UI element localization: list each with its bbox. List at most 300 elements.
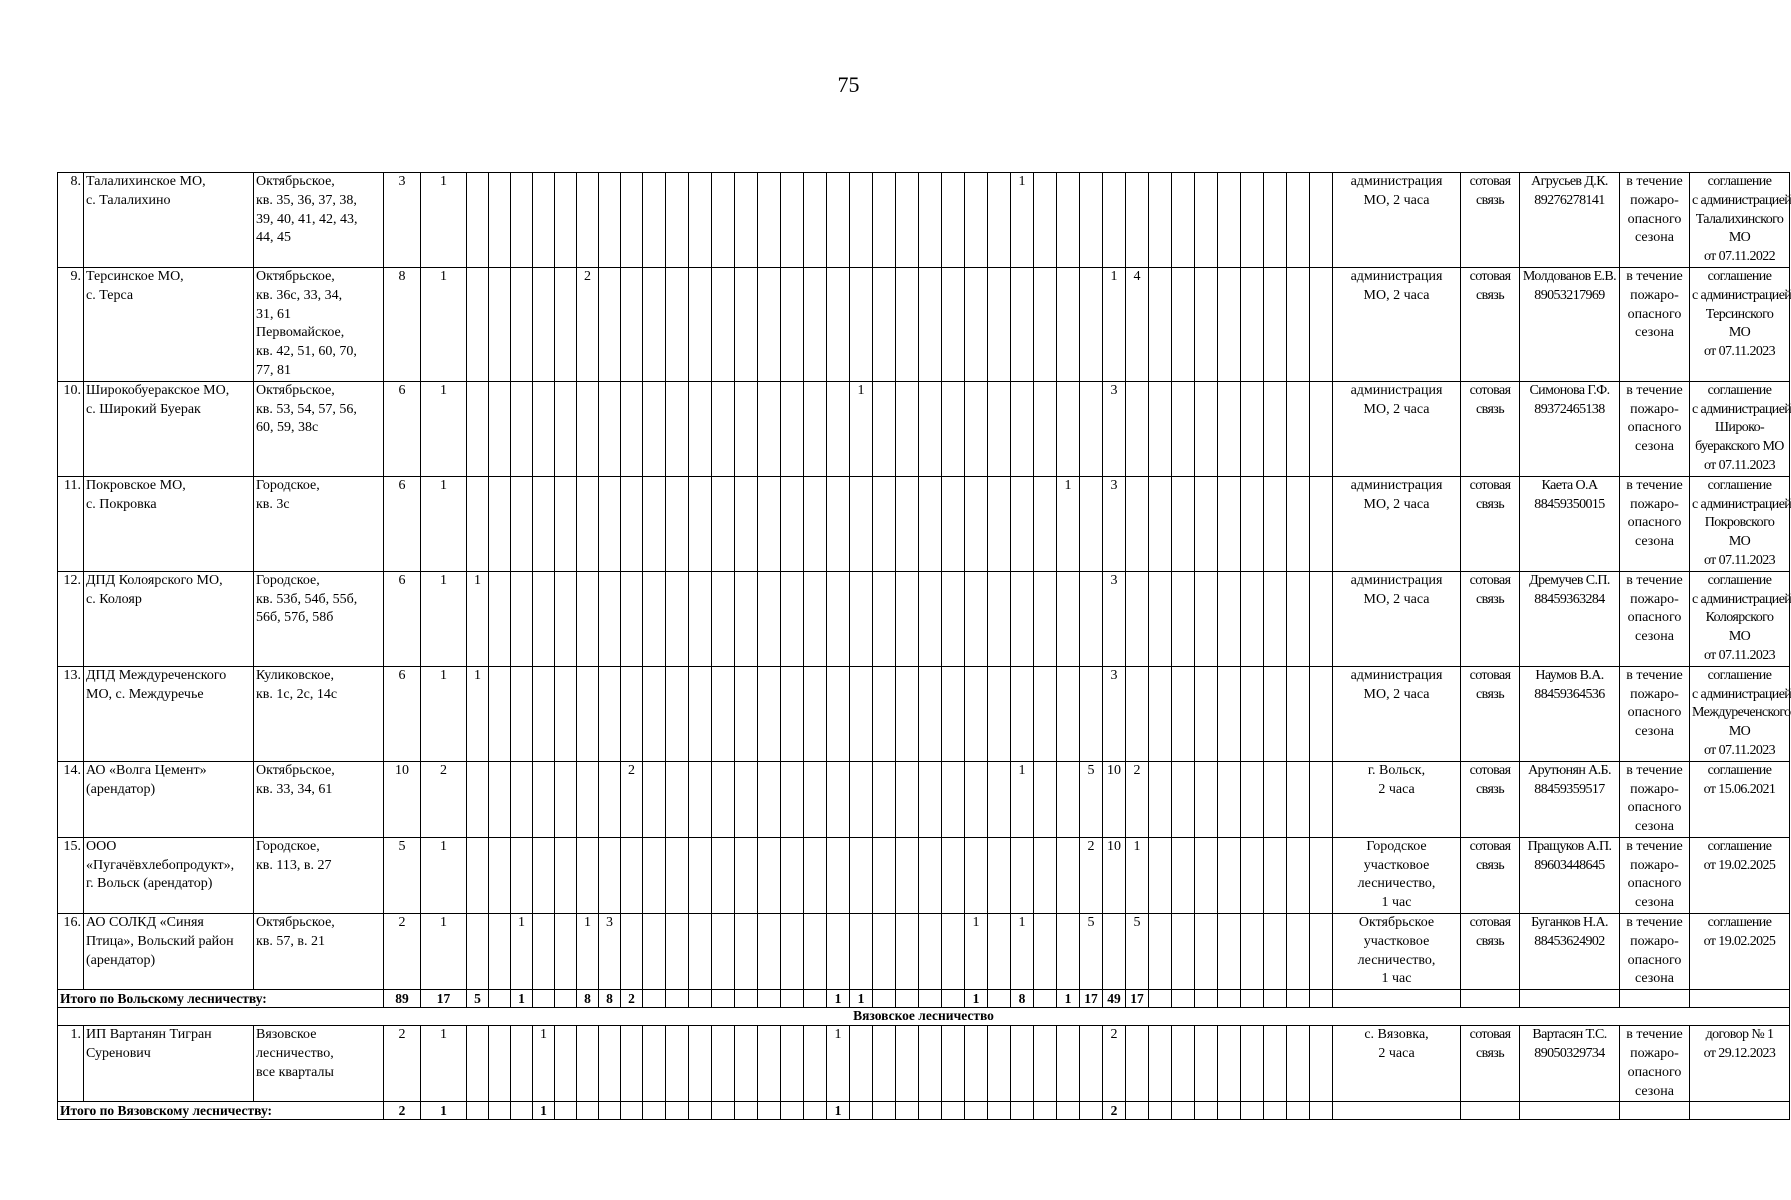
count-cell: 5 (1080, 761, 1103, 837)
count-cell (577, 761, 599, 837)
total-count-cell (689, 1102, 712, 1120)
table-row (58, 571, 1790, 666)
count-cell (467, 173, 489, 268)
row-number: 9. (58, 267, 84, 381)
total-count-cell: 5 (467, 990, 489, 1008)
count-cell (1172, 1026, 1195, 1102)
count-cell (1057, 173, 1080, 268)
count-cell (712, 476, 735, 571)
count-cell (467, 267, 489, 381)
count-cell (1241, 761, 1264, 837)
count-cell (689, 267, 712, 381)
total-count-cell (1287, 1102, 1310, 1120)
agreement: договор № 1 от 29.12.2023 (1690, 1026, 1790, 1102)
organization-name: Терсинское МО, с. Терса (84, 267, 254, 381)
count-cell (735, 837, 758, 913)
table-row (58, 476, 1790, 571)
communication: сотовая связь (1461, 666, 1520, 761)
count-cell (1241, 381, 1264, 476)
count-cell: 2 (621, 761, 643, 837)
count-cell (965, 1026, 988, 1102)
total-count-cell (758, 990, 781, 1008)
communication: сотовая связь (1461, 571, 1520, 666)
organization-name: ДПД Междуреченского МО, с. Междуречье (84, 666, 254, 761)
count-cell (827, 267, 850, 381)
count-cell (804, 914, 827, 990)
period: в течение пожаро- опасного сезона (1620, 267, 1690, 381)
count-cell (804, 381, 827, 476)
count-cell (1149, 173, 1172, 268)
notification: администрация МО, 2 часа (1333, 381, 1461, 476)
count-cell (873, 666, 896, 761)
count-cell: 1 (511, 914, 533, 990)
count-cell (599, 267, 621, 381)
total-label: Итого по Вольскому лесничеству: (58, 990, 384, 1008)
count-cell (942, 1026, 965, 1102)
row-number: 10. (58, 381, 84, 476)
count-cell (827, 571, 850, 666)
total-count-cell (1287, 990, 1310, 1008)
count-cell (489, 476, 511, 571)
count-cell: 2 (1126, 761, 1149, 837)
count-cell (1149, 837, 1172, 913)
count-cell (1241, 173, 1264, 268)
total-count-cell (781, 1102, 804, 1120)
count-cell (919, 571, 942, 666)
count-cell (896, 571, 919, 666)
organization-name: ДПД Колоярского МО, с. Колояр (84, 571, 254, 666)
count-cell (555, 914, 577, 990)
total-empty-cell (1461, 1102, 1520, 1120)
count-cell (735, 666, 758, 761)
total-count-cell (988, 990, 1011, 1008)
count-cell (533, 173, 555, 268)
notification: администрация МО, 2 часа (1333, 571, 1461, 666)
count-cell (1287, 1026, 1310, 1102)
count-cell (781, 571, 804, 666)
communication: сотовая связь (1461, 267, 1520, 381)
count-cell (1080, 571, 1103, 666)
count-cell: 10 (1103, 837, 1126, 913)
count-cell (712, 173, 735, 268)
count-cell (712, 666, 735, 761)
count-cell (577, 173, 599, 268)
count-cell (489, 571, 511, 666)
count-cell (1195, 571, 1218, 666)
count-cell (467, 914, 489, 990)
location: Октябрьское, кв. 36с, 33, 34, 31, 61 Первомайское, кв. 42, 51, 60, 70, 77, 81 (254, 267, 384, 381)
count-cell: 1 (1057, 476, 1080, 571)
count-cell (735, 381, 758, 476)
count-cell (1264, 476, 1287, 571)
table-row (58, 761, 1790, 837)
count-cell: 3 (1103, 381, 1126, 476)
count-cell (1011, 837, 1034, 913)
count-cell: 1 (421, 476, 467, 571)
count-cell (758, 837, 781, 913)
count-cell (988, 914, 1011, 990)
total-count-cell: 2 (621, 990, 643, 1008)
total-row (58, 1102, 1790, 1120)
count-cell (1310, 476, 1333, 571)
count-cell (1287, 476, 1310, 571)
total-count-cell (511, 1102, 533, 1120)
total-count-cell: 89 (384, 990, 421, 1008)
location: Октябрьское, кв. 33, 34, 61 (254, 761, 384, 837)
contact-person: Симонова Г.Ф. 89372465138 (1520, 381, 1620, 476)
count-cell (1287, 267, 1310, 381)
count-cell (489, 1026, 511, 1102)
period: в течение пожаро- опасного сезона (1620, 381, 1690, 476)
count-cell: 4 (1126, 267, 1149, 381)
total-count-cell (1011, 1102, 1034, 1120)
count-cell (758, 381, 781, 476)
count-cell (758, 571, 781, 666)
communication: сотовая связь (1461, 837, 1520, 913)
count-cell (942, 571, 965, 666)
total-empty-cell (1520, 1102, 1620, 1120)
count-cell (896, 1026, 919, 1102)
count-cell (489, 837, 511, 913)
count-cell (1287, 381, 1310, 476)
notification: администрация МО, 2 часа (1333, 173, 1461, 268)
notification: с. Вязовка, 2 часа (1333, 1026, 1461, 1102)
count-cell (919, 666, 942, 761)
count-cell (712, 381, 735, 476)
total-empty-cell (1690, 1102, 1790, 1120)
count-cell (599, 476, 621, 571)
total-count-cell (712, 1102, 735, 1120)
count-cell (988, 267, 1011, 381)
total-count-cell (1057, 1102, 1080, 1120)
count-cell (621, 1026, 643, 1102)
count-cell (758, 476, 781, 571)
count-cell (1080, 476, 1103, 571)
count-cell (988, 837, 1011, 913)
agreement: соглашение от 19.02.2025 (1690, 914, 1790, 990)
count-cell (577, 666, 599, 761)
count-cell (804, 666, 827, 761)
count-cell: 1 (467, 666, 489, 761)
count-cell (827, 476, 850, 571)
count-cell (1172, 914, 1195, 990)
count-cell (1241, 267, 1264, 381)
count-cell (666, 476, 689, 571)
total-count-cell: 1 (421, 1102, 467, 1120)
period: в течение пожаро- опасного сезона (1620, 761, 1690, 837)
total-count-cell: 1 (1057, 990, 1080, 1008)
count-cell (643, 476, 666, 571)
count-cell: 1 (1126, 837, 1149, 913)
count-cell: 5 (1126, 914, 1149, 990)
count-cell (1310, 267, 1333, 381)
agreement: соглашение от 15.06.2021 (1690, 761, 1790, 837)
count-cell (735, 267, 758, 381)
count-cell (511, 761, 533, 837)
count-cell (1172, 761, 1195, 837)
count-cell (489, 267, 511, 381)
total-count-cell (804, 1102, 827, 1120)
count-cell (896, 476, 919, 571)
count-cell (467, 837, 489, 913)
count-cell (965, 173, 988, 268)
count-cell (666, 1026, 689, 1102)
count-cell (1034, 914, 1057, 990)
total-count-cell (1172, 1102, 1195, 1120)
total-count-cell (533, 990, 555, 1008)
count-cell (467, 761, 489, 837)
count-cell (1034, 571, 1057, 666)
count-cell (1034, 666, 1057, 761)
count-cell (643, 666, 666, 761)
agreement: соглашение от 19.02.2025 (1690, 837, 1790, 913)
count-cell (804, 267, 827, 381)
count-cell (735, 173, 758, 268)
count-cell (781, 173, 804, 268)
count-cell (511, 267, 533, 381)
total-count-cell (1080, 1102, 1103, 1120)
total-count-cell (988, 1102, 1011, 1120)
count-cell (712, 837, 735, 913)
count-cell: 1 (421, 267, 467, 381)
count-cell (1264, 837, 1287, 913)
row-number: 13. (58, 666, 84, 761)
count-cell (965, 476, 988, 571)
count-cell (511, 1026, 533, 1102)
count-cell: 1 (965, 914, 988, 990)
count-cell (533, 267, 555, 381)
count-cell (965, 837, 988, 913)
count-cell (1011, 381, 1034, 476)
count-cell (1218, 571, 1241, 666)
count-cell (1195, 837, 1218, 913)
count-cell (467, 476, 489, 571)
count-cell (1195, 666, 1218, 761)
count-cell: 1 (421, 837, 467, 913)
count-cell (533, 476, 555, 571)
count-cell (599, 761, 621, 837)
count-cell (643, 761, 666, 837)
count-cell (781, 476, 804, 571)
count-cell (621, 476, 643, 571)
count-cell (735, 476, 758, 571)
count-cell (1126, 1026, 1149, 1102)
count-cell (896, 267, 919, 381)
count-cell (1264, 571, 1287, 666)
count-cell (577, 1026, 599, 1102)
count-cell (511, 571, 533, 666)
count-cell: 1 (421, 666, 467, 761)
count-cell (850, 761, 873, 837)
count-cell (712, 1026, 735, 1102)
count-cell (1011, 267, 1034, 381)
count-cell (689, 761, 712, 837)
count-cell (965, 267, 988, 381)
count-cell (758, 666, 781, 761)
total-count-cell (1264, 1102, 1287, 1120)
count-cell (1034, 837, 1057, 913)
count-cell (804, 173, 827, 268)
count-cell (781, 914, 804, 990)
count-cell (1195, 476, 1218, 571)
count-cell (1241, 476, 1264, 571)
total-empty-cell (1520, 990, 1620, 1008)
count-cell (1080, 1026, 1103, 1102)
count-cell (621, 571, 643, 666)
period: в течение пожаро- опасного сезона (1620, 476, 1690, 571)
count-cell (689, 476, 712, 571)
count-cell (533, 761, 555, 837)
count-cell (555, 476, 577, 571)
count-cell (1218, 267, 1241, 381)
contact-person: Арутюнян А.Б. 88459359517 (1520, 761, 1620, 837)
total-count-cell (873, 1102, 896, 1120)
notification: администрация МО, 2 часа (1333, 267, 1461, 381)
count-cell (850, 476, 873, 571)
total-count-cell (1310, 1102, 1333, 1120)
location: Октябрьское, кв. 53, 54, 57, 56, 60, 59, 38с (254, 381, 384, 476)
contact-person: Каета О.А 88459350015 (1520, 476, 1620, 571)
count-cell (1034, 267, 1057, 381)
count-cell (873, 1026, 896, 1102)
count-cell: 6 (384, 666, 421, 761)
count-cell (988, 571, 1011, 666)
count-cell (873, 571, 896, 666)
row-number: 8. (58, 173, 84, 268)
total-count-cell (1310, 990, 1333, 1008)
count-cell: 1 (1011, 173, 1034, 268)
total-count-cell (621, 1102, 643, 1120)
count-cell (489, 761, 511, 837)
total-count-cell: 2 (1103, 1102, 1126, 1120)
count-cell (1287, 914, 1310, 990)
total-count-cell (965, 1102, 988, 1120)
count-cell (599, 837, 621, 913)
count-cell (781, 1026, 804, 1102)
count-cell (896, 173, 919, 268)
table-row (58, 173, 1790, 268)
count-cell (666, 173, 689, 268)
count-cell (827, 666, 850, 761)
count-cell: 2 (577, 267, 599, 381)
count-cell (919, 267, 942, 381)
count-cell (919, 761, 942, 837)
count-cell (1011, 1026, 1034, 1102)
count-cell (1218, 476, 1241, 571)
count-cell (467, 1026, 489, 1102)
count-cell (988, 476, 1011, 571)
count-cell (689, 1026, 712, 1102)
count-cell (988, 173, 1011, 268)
count-cell (533, 571, 555, 666)
count-cell: 1 (467, 571, 489, 666)
count-cell (988, 666, 1011, 761)
total-count-cell: 1 (827, 990, 850, 1008)
contact-person: Молдованов Е.В. 89053217969 (1520, 267, 1620, 381)
count-cell (643, 1026, 666, 1102)
count-cell (1310, 1026, 1333, 1102)
location: Куликовское, кв. 1с, 2с, 14с (254, 666, 384, 761)
count-cell (1057, 381, 1080, 476)
agreement: соглашение с администрацией Широко- буеракского МО от 07.11.2023 (1690, 381, 1790, 476)
count-cell (555, 761, 577, 837)
count-cell: 1 (827, 1026, 850, 1102)
total-count-cell: 2 (384, 1102, 421, 1120)
count-cell (666, 666, 689, 761)
count-cell (689, 837, 712, 913)
total-count-cell (942, 990, 965, 1008)
organization-name: Широкобуеракское МО, с. Широкий Буерак (84, 381, 254, 476)
total-count-cell (489, 1102, 511, 1120)
total-count-cell (555, 990, 577, 1008)
total-empty-cell (1620, 1102, 1690, 1120)
count-cell (599, 666, 621, 761)
total-count-cell: 8 (1011, 990, 1034, 1008)
count-cell (555, 267, 577, 381)
count-cell (533, 914, 555, 990)
count-cell (1103, 173, 1126, 268)
count-cell (621, 381, 643, 476)
row-number: 15. (58, 837, 84, 913)
count-cell (965, 666, 988, 761)
count-cell (942, 761, 965, 837)
count-cell (1287, 837, 1310, 913)
count-cell (489, 666, 511, 761)
total-count-cell (942, 1102, 965, 1120)
contact-person: Вартасян Т.С. 89050329734 (1520, 1026, 1620, 1102)
count-cell (965, 571, 988, 666)
count-cell (1149, 1026, 1172, 1102)
table-row (58, 267, 1790, 381)
count-cell (489, 381, 511, 476)
count-cell: 3 (1103, 476, 1126, 571)
count-cell: 1 (421, 381, 467, 476)
count-cell (533, 837, 555, 913)
count-cell (511, 666, 533, 761)
count-cell (489, 914, 511, 990)
count-cell (689, 173, 712, 268)
count-cell (712, 761, 735, 837)
count-cell (919, 173, 942, 268)
total-count-cell: 17 (1126, 990, 1149, 1008)
count-cell (827, 914, 850, 990)
count-cell (666, 381, 689, 476)
count-cell: 3 (1103, 666, 1126, 761)
count-cell (873, 476, 896, 571)
count-cell (1057, 761, 1080, 837)
count-cell: 6 (384, 381, 421, 476)
count-cell (599, 1026, 621, 1102)
location: Городское, кв. 3с (254, 476, 384, 571)
count-cell (1218, 837, 1241, 913)
count-cell: 3 (599, 914, 621, 990)
count-cell (1172, 476, 1195, 571)
total-count-cell: 17 (1080, 990, 1103, 1008)
count-cell (850, 1026, 873, 1102)
total-count-cell (919, 990, 942, 1008)
count-cell: 1 (421, 914, 467, 990)
notification: Городское участковое лесничество, 1 час (1333, 837, 1461, 913)
count-cell (689, 571, 712, 666)
count-cell (533, 666, 555, 761)
location: Вязовское лесничество, все кварталы (254, 1026, 384, 1102)
total-count-cell (804, 990, 827, 1008)
count-cell (827, 837, 850, 913)
count-cell (643, 173, 666, 268)
count-cell (1080, 173, 1103, 268)
count-cell (1195, 381, 1218, 476)
organization-name: ИП Вартанян Тигран Суренович (84, 1026, 254, 1102)
